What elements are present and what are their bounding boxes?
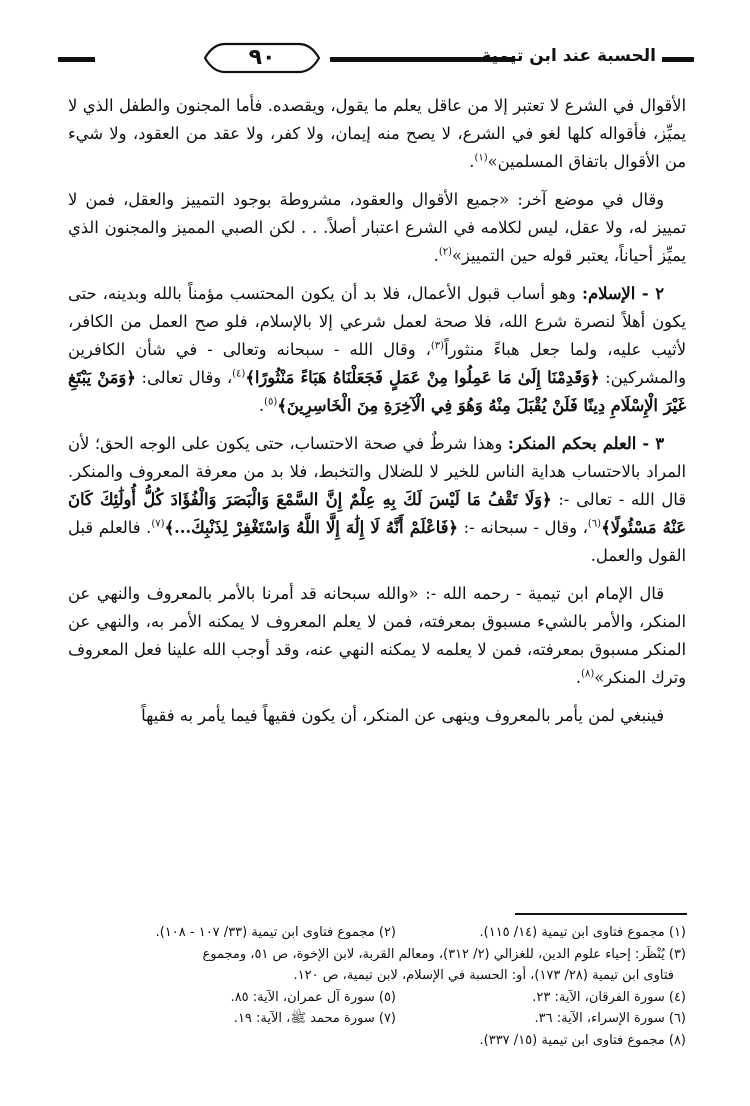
running-title: الحسبة عند ابن تيمية — [481, 46, 656, 66]
footnote-ref-8: (٨) — [581, 668, 595, 680]
footnote-3: (٣) يُنْظَر: إحياء علوم الدين، للغزالي (٢/ ٣١٢)، ومعالم القربة، لابن الإخوة، ص ٥١، ومجموع — [202, 946, 686, 962]
p3-text-c: ، وقال تعالى: — [135, 368, 233, 387]
section-heading-knowledge: ٣ - العلم بحكم المنكر: — [507, 434, 664, 453]
main-text — [68, 92, 686, 740]
section-heading-islam: ٢ - الإسلام: — [581, 284, 665, 303]
footnote-ref-2: (٢) — [438, 246, 453, 258]
footnote-separator — [515, 913, 687, 915]
p4-text-b: ، وقال - سبحانه -: — [457, 518, 588, 537]
p4-text-a: وهذا شرطٌ في صحة الاحتساب، حتى يكون على الوجه الحق؛ لأن المراد بالاحتساب هداية الناس للخير لا للضلال والتخبط، فلا بد من معرفة المعروف والمنكر. قال الله - تعالى -: — [68, 434, 686, 509]
paragraph-3 — [68, 280, 686, 420]
footnote-6: (٦) سورة الإسراء، الآية: ٣٦. — [534, 1011, 686, 1026]
footnote-row-1 — [68, 922, 686, 944]
quran-verse-2: ﴿وَمَنْ يَبْتَغِ غَيْرَ الْإِسْلَامِ دِينًا فَلَنْ يُقْبَلَ مِنْهُ وَهُوَ فِي الْآخِرَةِ مِنَ الْخَاسِرِينَ﴾ — [68, 368, 686, 415]
footnote-ref-6: (٦) — [587, 518, 602, 530]
p1-text: الأقوال في الشرع لا تعتبر إلا من عاقل يعلم ما يقول، ويقصده. فأما المجنون والطفل الذي لا يميِّز، فأقواله كلها لغو في الشرع، لا يصح منه إيمان، ولا كفر، ولا عقد من العقود، ولا شيء من الأقوال باتفاق المسلمين» — [68, 96, 686, 171]
footnotes — [68, 922, 686, 1051]
p5-end: . — [575, 668, 582, 687]
p2-text: وقال في موضع آخر: «جميع الأقوال والعقود، مشروطة بوجود التمييز والعقل، فمن لا تمييز له، ولا عقل، ليس لكلامه في الشرع اعتبار أصلاً. . . لكن الصبي المميز والمجنون الذي يميِّز أحياناً، يعتبر قوله حين التمييز» — [68, 190, 686, 265]
footnote-ref-7: (٧) — [151, 518, 165, 530]
p3-text-a: وهو أساب قبول الأعمال، فلا بد أن يكون المحتسب مؤمناً بالله وبدينه، حتى يكون أهلاً لنصرة شرع الله، فلا صحة لعمل شرعي إلا بالإسلام، فلو صح العمل من الكافر، لأثيب عليه، ولما جعل هباءً منثوراً — [68, 284, 686, 359]
running-header — [58, 38, 694, 82]
p4-text-c: . فالعلم قبل القول والعمل. — [68, 518, 686, 565]
footnote-4: (٤) سورة الفرقان، الآية: ٢٣. — [532, 989, 686, 1005]
quran-verse-3: ﴿وَلَا تَقْفُ مَا لَيْسَ لَكَ بِهِ عِلْمٌ إِنَّ السَّمْعَ وَالْبَصَرَ وَالْفُؤَادَ كُلُّ أُولَٰئِكَ كَانَ عَنْهُ مَسْئُولًا﴾ — [68, 490, 687, 537]
page-number: ٩٠ — [248, 45, 276, 70]
footnote-2: (٢) مجموع فتاوى ابن تيمية (٣٣/ ١٠٧ - ١٠٨). — [155, 925, 396, 940]
quran-verse-4: ﴿فَاعْلَمْ أَنَّهُ لَا إِلَٰهَ إِلَّا اللَّهُ وَاسْتَغْفِرْ لِذَنْبِكَ...﴾ — [164, 518, 458, 537]
header-rule-right — [662, 57, 694, 62]
footnote-3-continued: فتاوى ابن تيمية (٢٨/ ١٧٣)، أو: الحسبة في الإسلام، لابن تيمية، ص ١٢٠. — [293, 968, 674, 983]
header-rule-left — [58, 57, 95, 62]
paragraph-5 — [68, 580, 686, 692]
p1-end: . — [469, 152, 475, 171]
p3-end: . — [258, 396, 265, 415]
footnote-row-2 — [68, 987, 686, 1009]
paragraph-4 — [68, 430, 686, 570]
footnote-8: (٨) مجموع فتاوى ابن تيمية (١٥/ ٣٣٧). — [479, 1032, 686, 1048]
paragraph-6 — [68, 702, 686, 730]
footnote-1: (١) مجموع فتاوى ابن تيمية (١٤/ ١١٥). — [479, 925, 686, 940]
p3-text-b: ، وقال الله - سبحانه وتعالى - في شأن الكافرين والمشركين: — [68, 340, 686, 387]
footnote-ref-3: (٣) — [430, 340, 445, 352]
footnote-ref-5: (٥) — [264, 396, 278, 408]
footnote-5: (٥) سورة آل عمران، الآية: ٨٥. — [230, 989, 396, 1005]
footnote-ref-1: (١) — [474, 152, 488, 164]
paragraph-1 — [68, 92, 686, 176]
p5-text: قال الإمام ابن تيمية - رحمه الله -: «والله سبحانه قد أمرنا بالأمر بالمعروف والنهي عن المنكر، والأمر بالشيء مسبوق بمعرفته، فمن لا يعلم المعروف لا يمكنه الأمر به، والنهي عن المنكر مسبوق بمعرفته، فمن لا يعلمه لا يمكنه النهي عنه، وقد أوجب الله علينا فعل المعروف وترك المنكر» — [68, 584, 686, 687]
footnote-7: (٧) سورة محمد ﷺ، الآية: ١٩. — [233, 1011, 396, 1026]
footnote-row-3 — [68, 1008, 686, 1030]
quran-verse-1: ﴿وَقَدِمْنَا إِلَىٰ مَا عَمِلُوا مِنْ عَمَلٍ فَجَعَلْنَاهُ هَبَاءً مَنْثُورًا﴾ — [245, 368, 600, 387]
p6-text: فينبغي لمن يأمر بالمعروف وينهى عن المنكر، أن يكون فقيهاً فيما يأمر به فقيهاً — [141, 706, 664, 725]
page-number-frame — [203, 40, 321, 76]
paragraph-2 — [68, 186, 686, 270]
footnote-ref-4: (٤) — [232, 368, 246, 380]
p2-end: . — [433, 246, 439, 265]
